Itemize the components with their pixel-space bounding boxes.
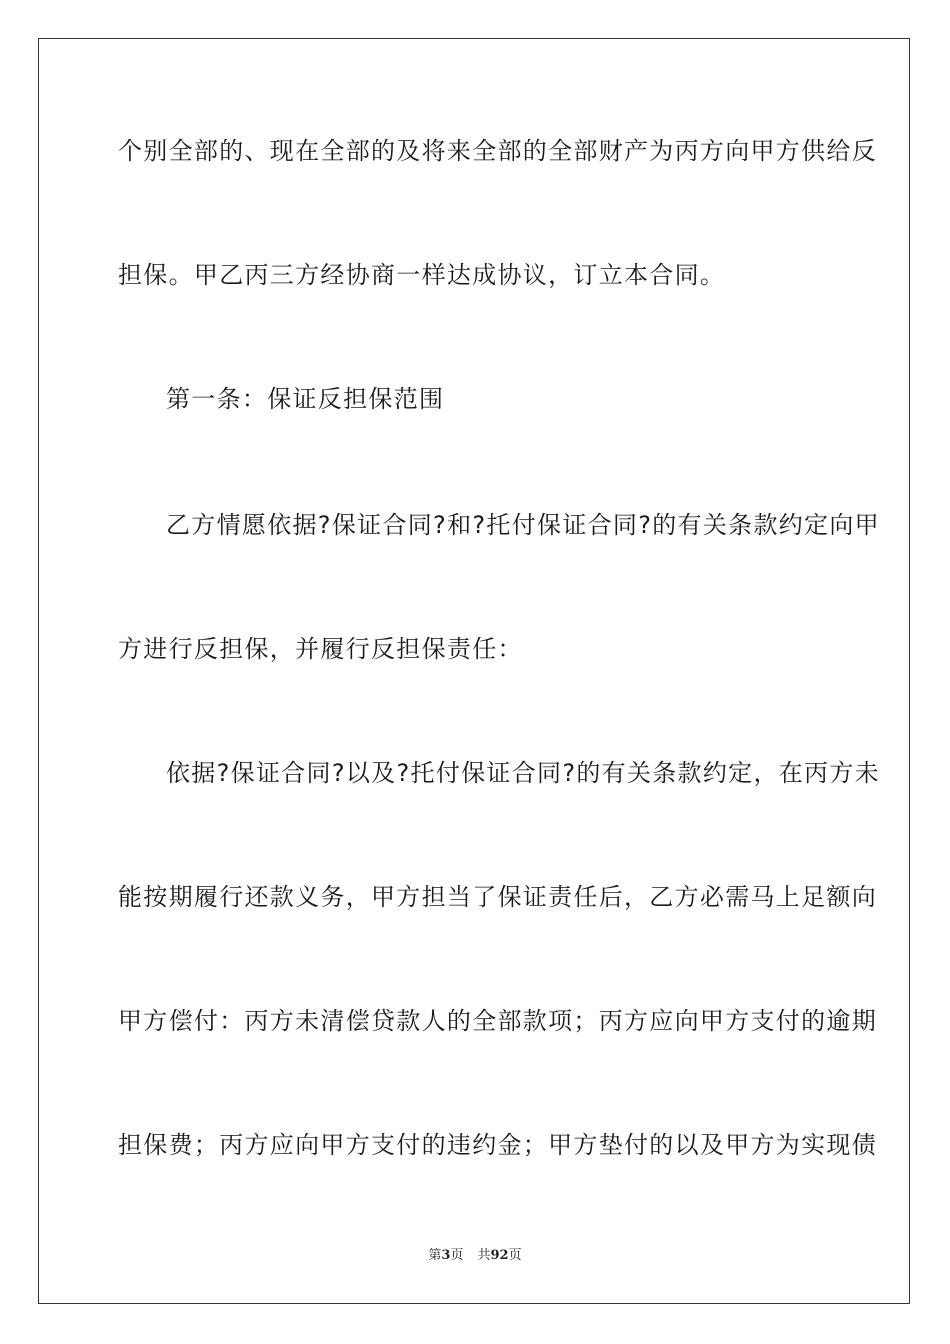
page-footer [0,1247,950,1265]
section-heading: 第一条：保证反担保范围 [166,385,445,413]
text-line-8: 甲方偿付：丙方未清偿贷款人的全部款项；丙方应向甲方支付的逾期 [118,1007,877,1035]
text-line-4: 乙方情愿依据?保证合同?和?托付保证合同?的有关条款约定向甲 [166,511,880,539]
text-line-1: 个别全部的、现在全部的及将来全部的全部财产为丙方向甲方供给反 [118,137,877,165]
page-prefix: 第 [428,1248,442,1263]
page-number: 3 [441,1248,451,1263]
text-line-2: 担保。甲乙丙三方经协商一样达成协议，订立本合同。 [118,261,726,289]
text-line-7: 能按期履行还款义务，甲方担当了保证责任后，乙方必需马上足额向 [118,883,877,911]
text-line-5: 方进行反担保，并履行反担保责任： [118,635,523,663]
total-pages: 92 [490,1248,509,1263]
text-line-6: 依据?保证合同?以及?托付保证合同?的有关条款约定，在丙方未 [166,759,880,787]
page-border [38,38,910,1304]
total-suffix: 页 [508,1248,522,1263]
text-line-9: 担保费；丙方应向甲方支付的违约金；甲方垫付的以及甲方为实现债 [118,1131,877,1159]
page-suffix: 页 [450,1248,464,1263]
total-prefix: 共 [477,1248,491,1263]
